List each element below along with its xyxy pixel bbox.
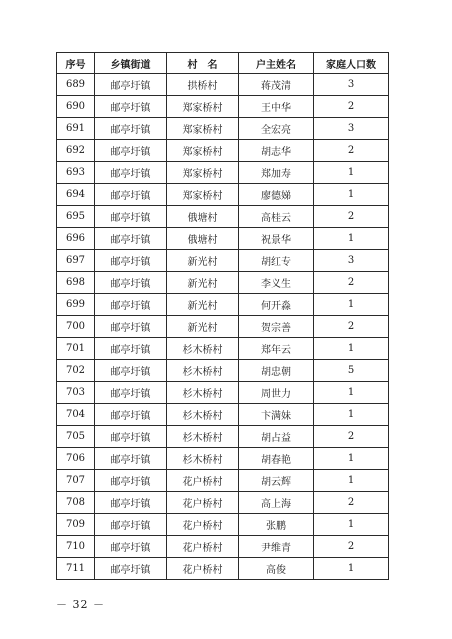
cell-serial-number: 705 [57, 426, 95, 448]
table-row [57, 250, 389, 272]
table-row [57, 184, 389, 206]
table-row [57, 206, 389, 228]
cell-township: 邮亭圩镇 [95, 184, 167, 206]
cell-village: 郑家桥村 [167, 184, 239, 206]
table-row [57, 162, 389, 184]
cell-household-head: 廖德娣 [239, 184, 314, 206]
cell-household-head: 尹维青 [239, 536, 314, 558]
cell-serial-number: 710 [57, 536, 95, 558]
cell-household-head: 郑年云 [239, 338, 314, 360]
cell-township: 邮亭圩镇 [95, 338, 167, 360]
cell-family-size: 1 [314, 184, 389, 206]
table-row [57, 448, 389, 470]
cell-household-head: 胡云辉 [239, 470, 314, 492]
cell-village: 杉木桥村 [167, 426, 239, 448]
cell-family-size: 5 [314, 360, 389, 382]
header-township: 乡镇街道 [95, 53, 167, 74]
table-row [57, 470, 389, 492]
header-village: 村 名 [167, 53, 239, 74]
table-row [57, 294, 389, 316]
cell-serial-number: 691 [57, 118, 95, 140]
cell-serial-number: 690 [57, 96, 95, 118]
cell-township: 邮亭圩镇 [95, 382, 167, 404]
cell-family-size: 3 [314, 118, 389, 140]
cell-household-head: 张鹏 [239, 514, 314, 536]
cell-serial-number: 689 [57, 74, 95, 96]
cell-household-head: 胡红专 [239, 250, 314, 272]
cell-serial-number: 696 [57, 228, 95, 250]
cell-household-head: 胡忠朝 [239, 360, 314, 382]
table-row [57, 272, 389, 294]
cell-village: 杉木桥村 [167, 338, 239, 360]
cell-township: 邮亭圩镇 [95, 316, 167, 338]
header-family-size: 家庭人口数 [314, 53, 389, 74]
cell-village: 新光村 [167, 294, 239, 316]
cell-family-size: 1 [314, 514, 389, 536]
cell-township: 邮亭圩镇 [95, 250, 167, 272]
cell-household-head: 王中华 [239, 96, 314, 118]
cell-village: 杉木桥村 [167, 404, 239, 426]
cell-family-size: 3 [314, 74, 389, 96]
cell-township: 邮亭圩镇 [95, 492, 167, 514]
cell-serial-number: 692 [57, 140, 95, 162]
cell-township: 邮亭圩镇 [95, 426, 167, 448]
cell-family-size: 1 [314, 338, 389, 360]
cell-serial-number: 699 [57, 294, 95, 316]
cell-village: 杉木桥村 [167, 448, 239, 470]
cell-village: 花户桥村 [167, 492, 239, 514]
cell-village: 花户桥村 [167, 536, 239, 558]
table-row [57, 96, 389, 118]
cell-village: 郑家桥村 [167, 162, 239, 184]
cell-household-head: 祝景华 [239, 228, 314, 250]
cell-village: 郑家桥村 [167, 118, 239, 140]
table-row [57, 426, 389, 448]
cell-village: 新光村 [167, 250, 239, 272]
cell-household-head: 胡占益 [239, 426, 314, 448]
cell-household-head: 高桂云 [239, 206, 314, 228]
cell-household-head: 卞满妹 [239, 404, 314, 426]
table-row [57, 492, 389, 514]
table-row [57, 404, 389, 426]
cell-household-head: 郑加寿 [239, 162, 314, 184]
cell-serial-number: 695 [57, 206, 95, 228]
cell-village: 俄塘村 [167, 206, 239, 228]
cell-township: 邮亭圩镇 [95, 206, 167, 228]
cell-village: 郑家桥村 [167, 96, 239, 118]
cell-township: 邮亭圩镇 [95, 558, 167, 580]
cell-township: 邮亭圩镇 [95, 162, 167, 184]
table-row [57, 338, 389, 360]
cell-serial-number: 702 [57, 360, 95, 382]
household-roster-table [56, 52, 389, 580]
table-header-row [57, 53, 389, 74]
cell-family-size: 1 [314, 470, 389, 492]
cell-township: 邮亭圩镇 [95, 360, 167, 382]
cell-household-head: 胡志华 [239, 140, 314, 162]
cell-serial-number: 704 [57, 404, 95, 426]
cell-family-size: 2 [314, 492, 389, 514]
table-row [57, 536, 389, 558]
cell-serial-number: 698 [57, 272, 95, 294]
cell-village: 郑家桥村 [167, 140, 239, 162]
cell-township: 邮亭圩镇 [95, 74, 167, 96]
cell-village: 俄塘村 [167, 228, 239, 250]
cell-township: 邮亭圩镇 [95, 118, 167, 140]
cell-village: 花户桥村 [167, 558, 239, 580]
cell-township: 邮亭圩镇 [95, 272, 167, 294]
cell-family-size: 2 [314, 140, 389, 162]
table-row [57, 118, 389, 140]
cell-family-size: 1 [314, 558, 389, 580]
cell-village: 花户桥村 [167, 514, 239, 536]
cell-family-size: 1 [314, 382, 389, 404]
cell-township: 邮亭圩镇 [95, 470, 167, 492]
cell-family-size: 3 [314, 250, 389, 272]
cell-family-size: 2 [314, 316, 389, 338]
cell-household-head: 胡春艳 [239, 448, 314, 470]
cell-serial-number: 708 [57, 492, 95, 514]
cell-household-head: 蒋茂清 [239, 74, 314, 96]
cell-serial-number: 693 [57, 162, 95, 184]
table-row [57, 228, 389, 250]
cell-township: 邮亭圩镇 [95, 514, 167, 536]
cell-family-size: 1 [314, 294, 389, 316]
cell-serial-number: 711 [57, 558, 95, 580]
table-row [57, 74, 389, 96]
cell-household-head: 李义生 [239, 272, 314, 294]
header-serial-number: 序号 [57, 53, 95, 74]
cell-village: 杉木桥村 [167, 382, 239, 404]
cell-serial-number: 697 [57, 250, 95, 272]
page-number: － 32 － [56, 598, 105, 611]
cell-serial-number: 694 [57, 184, 95, 206]
cell-village: 拱桥村 [167, 74, 239, 96]
cell-serial-number: 700 [57, 316, 95, 338]
cell-township: 邮亭圩镇 [95, 96, 167, 118]
cell-family-size: 1 [314, 228, 389, 250]
cell-family-size: 1 [314, 448, 389, 470]
cell-village: 新光村 [167, 316, 239, 338]
cell-village: 新光村 [167, 272, 239, 294]
cell-family-size: 2 [314, 96, 389, 118]
cell-family-size: 1 [314, 162, 389, 184]
cell-township: 邮亭圩镇 [95, 294, 167, 316]
table-row [57, 360, 389, 382]
cell-household-head: 高上海 [239, 492, 314, 514]
table-row [57, 140, 389, 162]
cell-township: 邮亭圩镇 [95, 404, 167, 426]
table-row [57, 558, 389, 580]
table-body [57, 74, 389, 580]
cell-serial-number: 703 [57, 382, 95, 404]
cell-serial-number: 701 [57, 338, 95, 360]
cell-township: 邮亭圩镇 [95, 228, 167, 250]
cell-township: 邮亭圩镇 [95, 448, 167, 470]
table-row [57, 382, 389, 404]
cell-serial-number: 709 [57, 514, 95, 536]
header-household-head: 户主姓名 [239, 53, 314, 74]
cell-household-head: 周世力 [239, 382, 314, 404]
cell-family-size: 1 [314, 404, 389, 426]
cell-village: 杉木桥村 [167, 360, 239, 382]
cell-family-size: 2 [314, 536, 389, 558]
cell-household-head: 全宏亮 [239, 118, 314, 140]
cell-township: 邮亭圩镇 [95, 140, 167, 162]
cell-serial-number: 706 [57, 448, 95, 470]
cell-family-size: 2 [314, 426, 389, 448]
cell-serial-number: 707 [57, 470, 95, 492]
cell-household-head: 贺宗善 [239, 316, 314, 338]
cell-household-head: 高俊 [239, 558, 314, 580]
table-row [57, 316, 389, 338]
cell-family-size: 2 [314, 272, 389, 294]
cell-township: 邮亭圩镇 [95, 536, 167, 558]
cell-family-size: 2 [314, 206, 389, 228]
cell-household-head: 何开淼 [239, 294, 314, 316]
table-row [57, 514, 389, 536]
cell-village: 花户桥村 [167, 470, 239, 492]
